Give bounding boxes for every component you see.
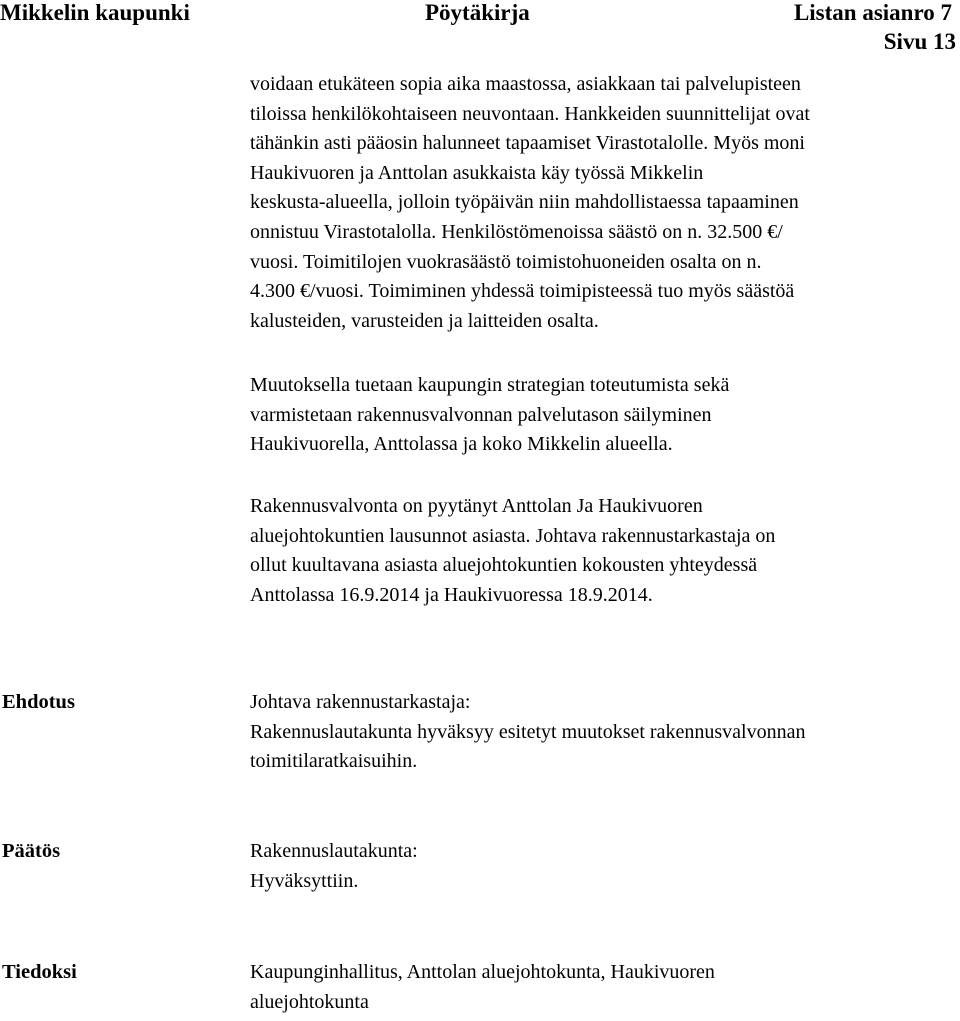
text-line: Johtava rakennustarkastaja: [250,691,471,713]
text-line: Haukivuorella, Anttolassa ja koko Mikkelin alueella. [250,433,673,456]
text-line: Rakennusvalvonta on pyytänyt Anttolan Ja Haukivuoren [250,495,703,517]
text-line: Muutoksella tuetaan kaupungin strategian toteutumista sekä [250,374,730,396]
section-label-ehdotus: Ehdotus [2,691,75,713]
section-body-ehdotus [250,688,950,777]
section-label-paatos: Päätös [2,840,61,862]
text-line: aluejohtokuntien lausunnot asiasta. Johtava rakennustarkastaja on [250,524,776,547]
text-line: Rakennuslautakunta: [250,840,418,862]
text-line: Haukivuoren ja Anttolan asukkaista käy työssä Mikkelin [250,161,704,184]
text-line: Hyväksyttiin. [250,869,359,892]
text-line: aluejohtokunta [250,990,369,1013]
body-paragraph-3 [250,492,950,610]
page-number: Sivu 13 [883,29,956,54]
body-paragraph-2 [250,371,950,460]
document-type: Pöytäkirja [425,0,530,25]
text-line: Rakennuslautakunta hyväksyy esitetyt muutokset rakennusvalvonnan [250,720,806,743]
text-line: keskusta-alueella, jolloin työpäivän niin mahdollistaessa tapaaminen [250,191,799,214]
text-line: Kaupunginhallitus, Anttolan aluejohtokunta, Haukivuoren [250,961,715,983]
text-line: vuosi. Toimitilojen vuokrasäästö toimistohuoneiden osalta on n. [250,250,762,273]
text-line: kalusteiden, varusteiden ja laitteiden osalta. [250,309,599,332]
text-line: Anttolassa 16.9.2014 ja Haukivuoressa 18.9.2014. [250,583,653,606]
organization-name: Mikkelin kaupunki [0,0,190,25]
text-line: 4.300 €/vuosi. Toimiminen yhdessä toimipisteessä tuo myös säästöä [250,280,795,303]
text-line: onnistuu Virastotalolla. Henkilöstömenoissa säästö on n. 32.500 €/ [250,220,783,243]
text-line: tähänkin asti pääosin halunneet tapaamiset Virastotalolle. Myös moni [250,132,805,155]
text-line: voidaan etukäteen sopia aika maastossa, asiakkaan tai palvelupisteen [250,73,801,95]
section-label-tiedoksi: Tiedoksi [2,961,77,983]
text-line: tiloissa henkilökohtaiseen neuvontaan. Hankkeiden suunnittelijat ovat [250,102,810,125]
agenda-item-number: Listan asianro 7 [793,0,952,25]
text-line: toimitilaratkaisuihin. [250,750,418,773]
text-line: ollut kuultavana asiasta aluejohtokuntien kokousten yhteydessä [250,554,758,577]
body-paragraph-1 [250,70,950,336]
text-line: varmistetaan rakennusvalvonnan palvelutason säilyminen [250,403,712,426]
page-header [0,0,960,60]
section-body-paatos [250,837,950,896]
section-body-tiedoksi [250,958,950,1017]
